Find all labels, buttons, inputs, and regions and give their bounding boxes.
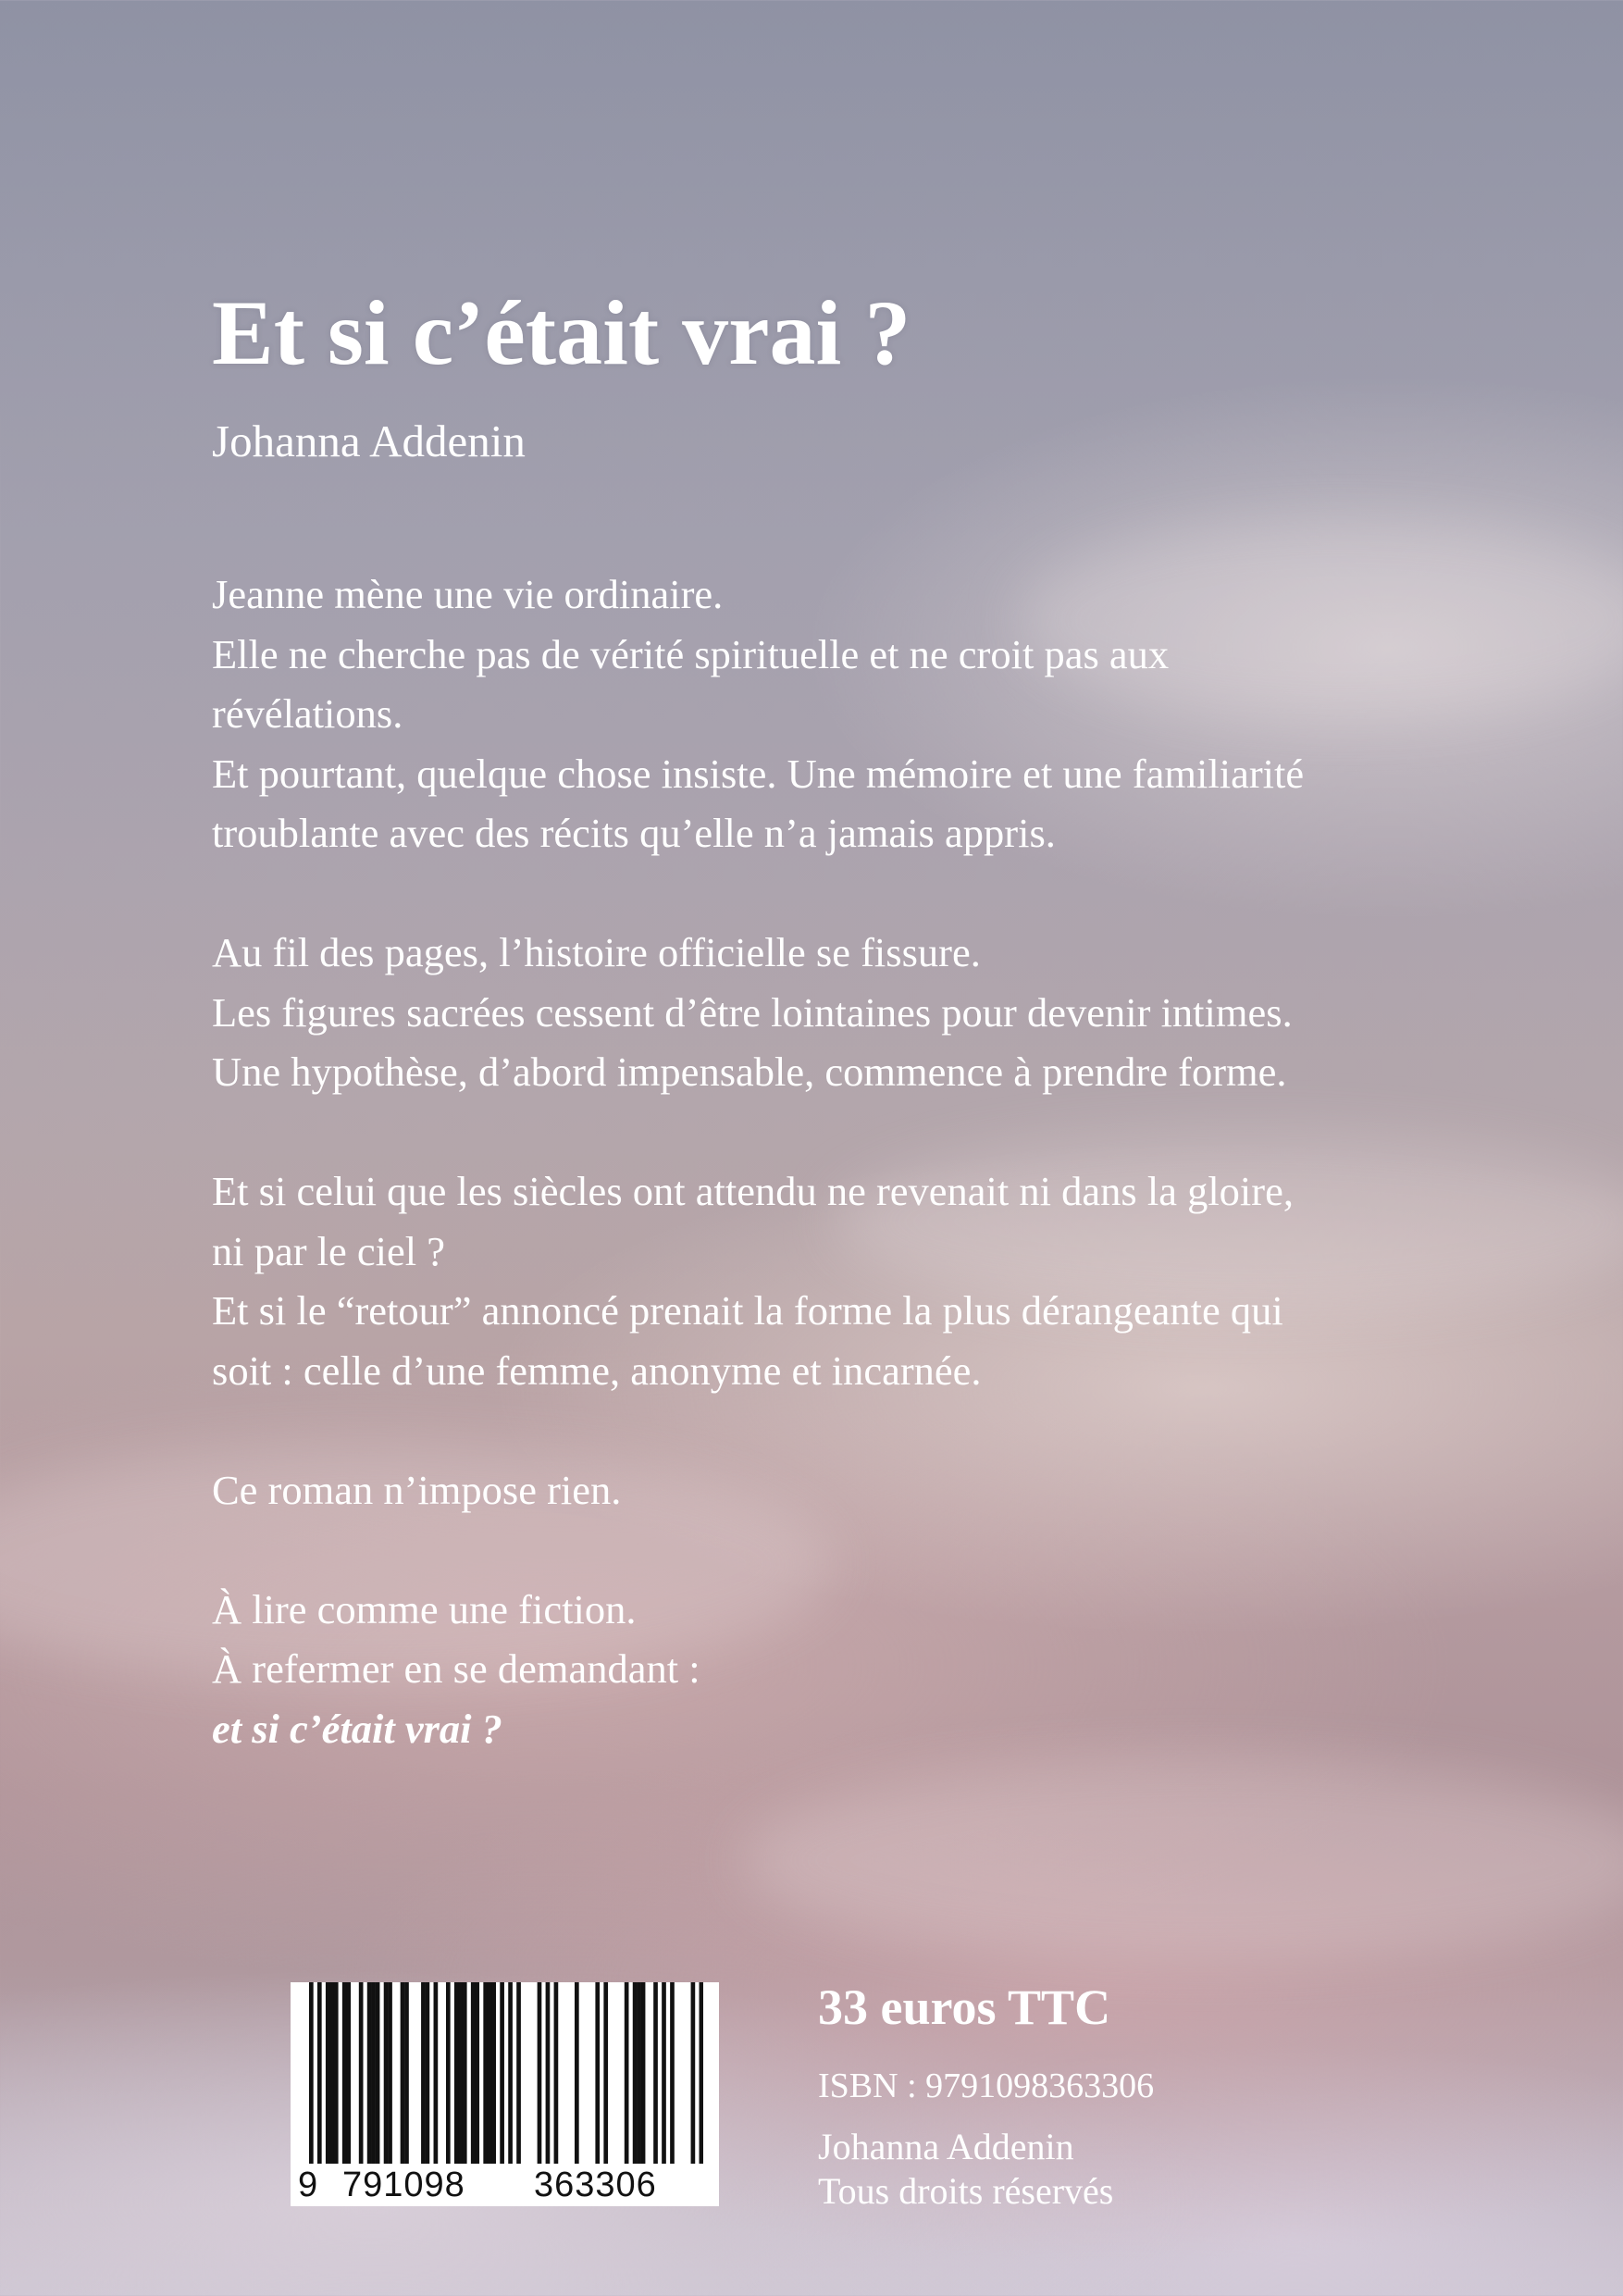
blurb-line: Elle ne cherche pas de vérité spirituelle et ne croit pas aux xyxy=(212,630,1170,677)
barcode-bar xyxy=(309,1982,314,2164)
blurb-line: ni par le ciel ? xyxy=(212,1227,446,1274)
barcode-bar xyxy=(326,1982,330,2164)
barcode-bar xyxy=(670,1982,675,2164)
publisher-name: Johanna Addenin xyxy=(818,2126,1074,2167)
blurb-line: À refermer en se demandant : xyxy=(212,1645,700,1692)
barcode-bar xyxy=(554,1982,559,2164)
barcode-bar xyxy=(384,1982,389,2164)
barcode-bar xyxy=(404,1982,409,2164)
barcode-digits-left: 791098 xyxy=(342,2166,465,2204)
barcode-bar xyxy=(426,1982,430,2164)
barcode-bar xyxy=(463,1982,467,2164)
barcode-bar xyxy=(641,1982,646,2164)
barcode-bar xyxy=(371,1982,376,2164)
blurb-paragraph xyxy=(212,565,1443,863)
blurb-line: Au fil des pages, l’histoire officielle se fissure. xyxy=(212,929,981,975)
blurb-line: Une hypothèse, d’abord impensable, commence à prendre forme. xyxy=(212,1049,1287,1095)
barcode-bar xyxy=(376,1982,380,2164)
barcode-digits-right: 363306 xyxy=(534,2166,657,2204)
blurb xyxy=(212,565,1443,1818)
blurb-paragraph xyxy=(212,1161,1443,1400)
blurb-closing-question: et si c’était vrai ? xyxy=(212,1705,502,1752)
barcode-bar xyxy=(446,1982,451,2164)
barcode-bar xyxy=(483,1982,488,2164)
barcode-digits xyxy=(291,2166,719,2203)
barcode-bar xyxy=(500,1982,504,2164)
blurb-line: À lire comme une fiction. xyxy=(212,1585,637,1632)
barcode-bar xyxy=(458,1982,463,2164)
barcode-bar xyxy=(546,1982,551,2164)
rights-notice: Tous droits réservés xyxy=(818,2170,1114,2212)
barcode-bar xyxy=(538,1982,542,2164)
barcode-bar xyxy=(421,1982,426,2164)
barcode-bars xyxy=(309,1982,703,2164)
blurb-line: révélations. xyxy=(212,690,403,737)
publisher-imprint xyxy=(818,2125,1113,2214)
barcode-bar xyxy=(346,1982,351,2164)
book-author: Johanna Addenin xyxy=(212,416,526,466)
blurb-line: troublante avec des récits qu’elle n’a jamais appris. xyxy=(212,810,1056,856)
barcode-bar xyxy=(491,1982,496,2164)
blurb-paragraph xyxy=(212,1460,1443,1520)
barcode-bar xyxy=(388,1982,392,2164)
barcode-bar xyxy=(700,1982,703,2164)
barcode-bar xyxy=(329,1982,334,2164)
blurb-paragraph xyxy=(212,923,1443,1102)
barcode-bar xyxy=(401,1982,405,2164)
blurb-line: Et si celui que les siècles ont attendu ne revenait ni dans la gloire, xyxy=(212,1168,1294,1214)
barcode-bar xyxy=(334,1982,339,2164)
blurb-line: Les figures sacrées cessent d’être lointaines pour devenir intimes. xyxy=(212,988,1293,1036)
barcode-bar xyxy=(359,1982,364,2164)
barcode-bar xyxy=(475,1982,479,2164)
barcode-digit-lead: 9 xyxy=(298,2166,318,2204)
blurb-paragraph xyxy=(212,1580,1443,1759)
isbn-barcode xyxy=(291,1982,719,2206)
barcode-bar xyxy=(653,1982,658,2164)
blurb-line: Et si le “retour” annoncé prenait la forme la plus dérangeante qui xyxy=(212,1287,1283,1334)
isbn-number: ISBN : 9791098363306 xyxy=(818,2066,1155,2105)
barcode-bar xyxy=(575,1982,579,2164)
barcode-bar xyxy=(691,1982,696,2164)
blurb-line: Ce roman n’impose rien. xyxy=(212,1466,622,1513)
barcode-bar xyxy=(633,1982,638,2164)
barcode-bar xyxy=(625,1982,629,2164)
barcode-bar xyxy=(603,1982,608,2164)
barcode-bar xyxy=(637,1982,641,2164)
barcode-bar xyxy=(367,1982,372,2164)
price: 33 euros TTC xyxy=(818,1980,1111,2035)
blurb-line: soit : celle d’une femme, anonyme et incarnée. xyxy=(212,1347,982,1394)
barcode-bar xyxy=(662,1982,666,2164)
barcode-bar xyxy=(342,1982,347,2164)
barcode-bar xyxy=(434,1982,439,2164)
barcode-bar xyxy=(317,1982,322,2164)
barcode-bar xyxy=(516,1982,521,2164)
barcode-bar xyxy=(595,1982,600,2164)
barcode-bar xyxy=(454,1982,459,2164)
barcode-bar xyxy=(508,1982,513,2164)
barcode-bar xyxy=(471,1982,476,2164)
blurb-line: Jeanne mène une vie ordinaire. xyxy=(212,571,724,617)
blurb-line: Et pourtant, quelque chose insiste. Une mémoire et une familiarité xyxy=(212,750,1305,797)
barcode-bar xyxy=(488,1982,492,2164)
book-title: Et si c’était vrai ? xyxy=(212,281,911,384)
